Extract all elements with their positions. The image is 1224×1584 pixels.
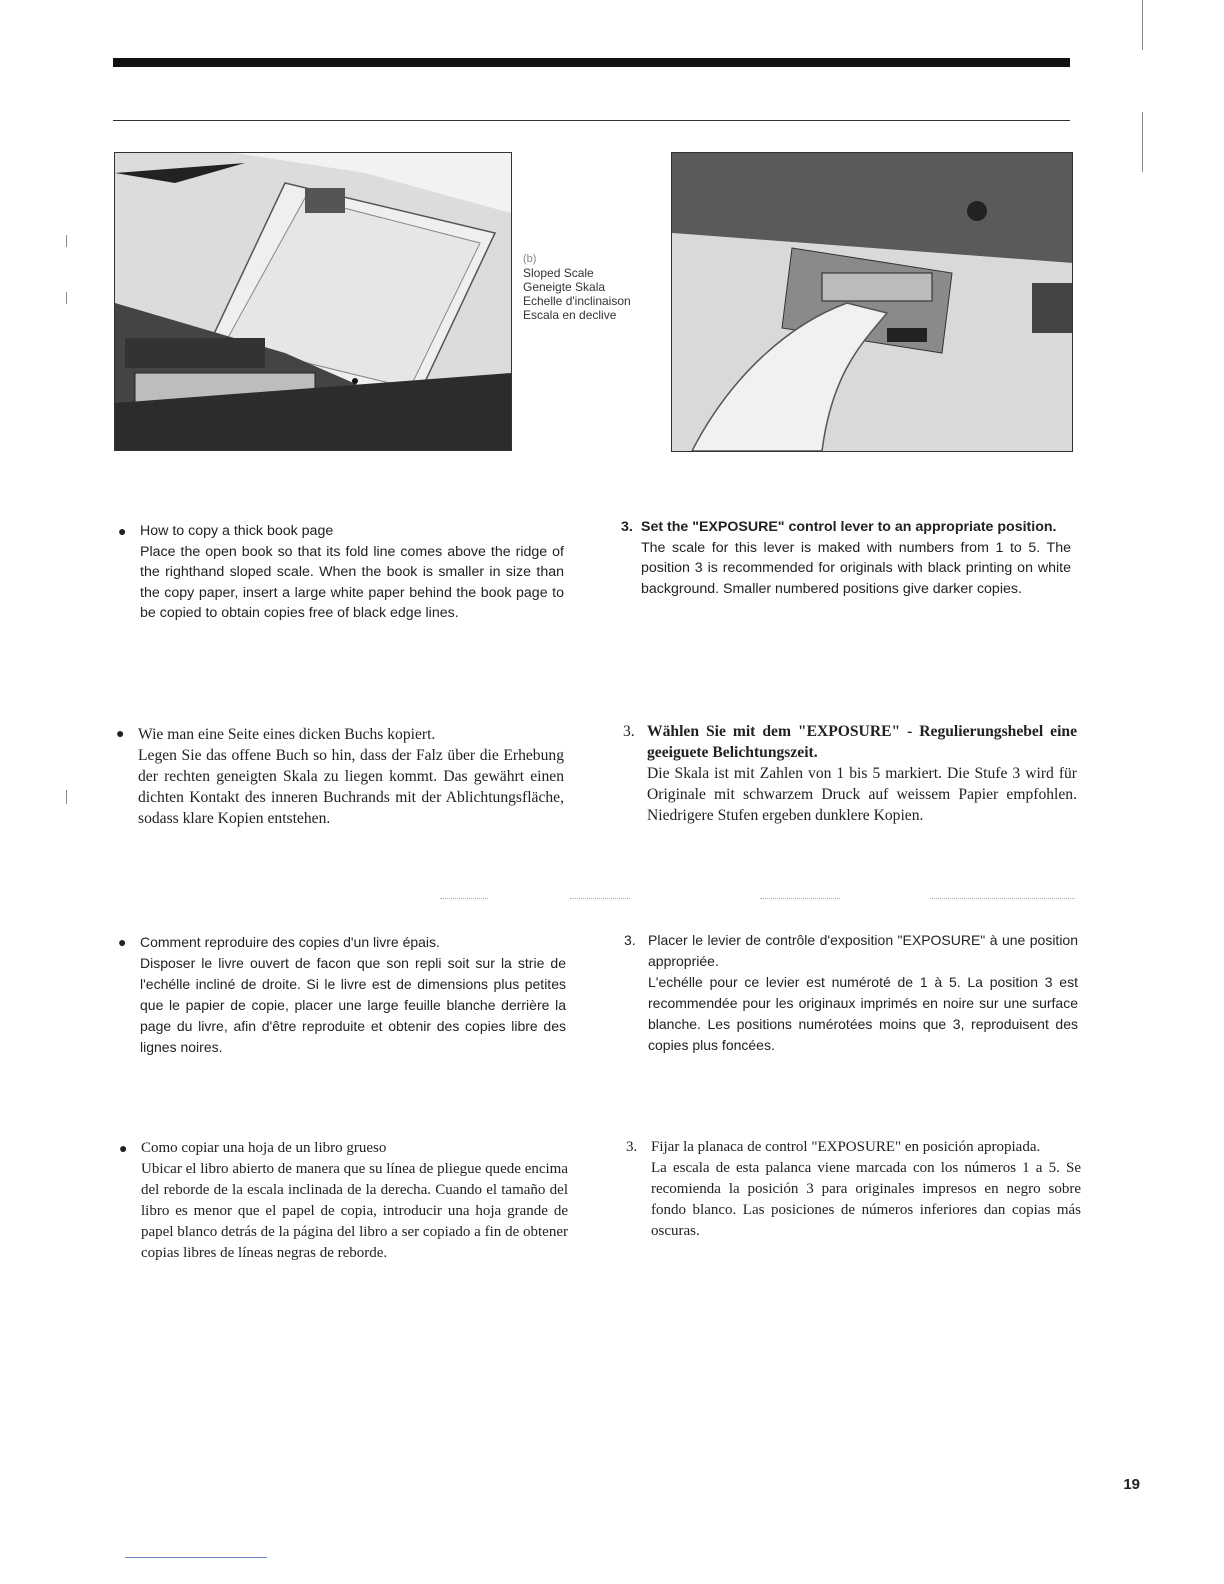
es-step-number: 3. <box>626 1139 638 1155</box>
margin-tick <box>1142 0 1143 50</box>
separator-dots <box>440 898 488 900</box>
es-right-body: La escala de esta palanca viene marcada con los números 1 a 5. Se recomienda la posición 3 para originales impresos en negro sobre fondo blanco. Las posiciones de números inferiores dan copias más oscuras. <box>651 1160 1081 1239</box>
margin-tick <box>66 292 67 304</box>
figure-caption <box>523 252 673 322</box>
en-right-body: The scale for this lever is maked with numbers from 1 to 5. The position 3 is recommended for originals with black printing on white background. Smaller numbered positions give darker copies. <box>641 539 1071 597</box>
separator-dots <box>760 898 840 900</box>
es-left-title: Como copiar una hoja de un libro grueso <box>141 1140 387 1156</box>
fr-left-title: Comment reproduire des copies d'un livre épais. <box>140 934 440 950</box>
de-step-number: 3. <box>623 723 635 740</box>
margin-tick <box>1142 112 1143 172</box>
de-right-body: Die Skala ist mit Zahlen von 1 bis 5 markiert. Die Stufe 3 wird für Originale mit schwarzem Druck auf weissem Papier empfohlen. Niedrigere Stufen ergeben dunklere Kopien. <box>647 765 1077 824</box>
en-step-number: 3. <box>621 519 633 535</box>
en-left-body: Place the open book so that its fold line comes above the ridge of the righthand sloped scale. When the book is smaller in size than the copy paper, insert a large white paper behind the book page to be copied to obtain copies free of black edge lines. <box>140 543 564 621</box>
fr-left-body: Disposer le livre ouvert de facon que son repli soit sur la strie de l'echélle incliné de droite. Si le livre est de dimensions plus petites que le papier de copie, placer une large feuille blanche derrière la page du livre, afin d'être reproduite et obtenir des copies libre des lignes noires. <box>140 955 566 1055</box>
caption-line-de: Geneigte Skala <box>523 280 606 294</box>
en-right-block <box>621 517 1071 599</box>
margin-tick <box>66 790 67 804</box>
header-thick-rule <box>113 58 1070 67</box>
de-left-title: Wie man eine Seite eines dicken Buchs kopiert. <box>138 726 436 743</box>
footer-rule <box>125 1557 267 1558</box>
en-left-title: How to copy a thick book page <box>140 523 334 539</box>
de-left-block <box>116 724 564 829</box>
fr-left-block <box>118 932 566 1058</box>
caption-line-en: Sloped Scale <box>523 266 594 280</box>
fr-step-number: 3. <box>624 932 636 948</box>
caption-line-es: Escala en declive <box>523 308 617 322</box>
book-copying-photo <box>114 152 512 451</box>
page-number: 19 <box>1123 1476 1140 1493</box>
exposure-lever-photo <box>671 152 1073 452</box>
bullet-icon: ● <box>118 523 127 539</box>
es-right-block <box>626 1137 1081 1242</box>
separator-dots <box>930 898 1075 900</box>
de-left-body: Legen Sie das offene Buch so hin, dass der Falz über die Erhebung der rechten geneigten Skala zu liegen kommt. Das gewährt einen dichten Kontakt des inneren Buchrands mit der Ablichtungsfläche, sodass klare Kopien entstehen. <box>138 747 564 827</box>
es-left-body: Ubicar el libro abierto de manera que su línea de pliegue quede encima del reborde de la escala inclinada de la derecha. Cuando el tamaño del libro es menor que el papel de copia, introducir una hoja grande de papel blanco detrás de la página del libro a ser copiado a fin de obtener copias libres de líneas negras de reborde. <box>141 1161 568 1261</box>
caption-mark: (b) <box>523 253 537 265</box>
bullet-icon: ● <box>116 727 125 742</box>
es-right-title: Fijar la planaca de control "EXPOSURE" en posición apropiada. <box>651 1139 1041 1155</box>
bullet-icon: ● <box>118 934 127 950</box>
fr-right-body: L'echélle pour ce levier est numéroté de 1 à 5. La position 3 est recommendée pour les originaux imprimés en noire sur une surface blanche. Les positions numérotées moins que 3, reproduisent des copies plus foncées. <box>648 974 1078 1053</box>
header-thin-rule <box>113 120 1070 121</box>
separator-dots <box>570 898 630 900</box>
de-right-block <box>623 721 1077 826</box>
de-right-title: Wählen Sie mit dem "EXPOSURE" - Regulierungshebel eine geeiguete Belichtungszeit. <box>647 723 1077 761</box>
es-left-block <box>119 1138 568 1264</box>
fr-right-title: Placer le levier de contrôle d'exposition "EXPOSURE" à une position appropriée. <box>648 932 1078 969</box>
margin-tick <box>66 235 67 247</box>
fr-right-block <box>624 930 1078 1056</box>
en-right-title: Set the "EXPOSURE" control lever to an appropriate position. <box>641 519 1057 535</box>
caption-line-fr: Echelle d'inclinaison <box>523 294 631 308</box>
bullet-icon: ● <box>119 1140 128 1156</box>
en-left-block <box>118 521 564 624</box>
